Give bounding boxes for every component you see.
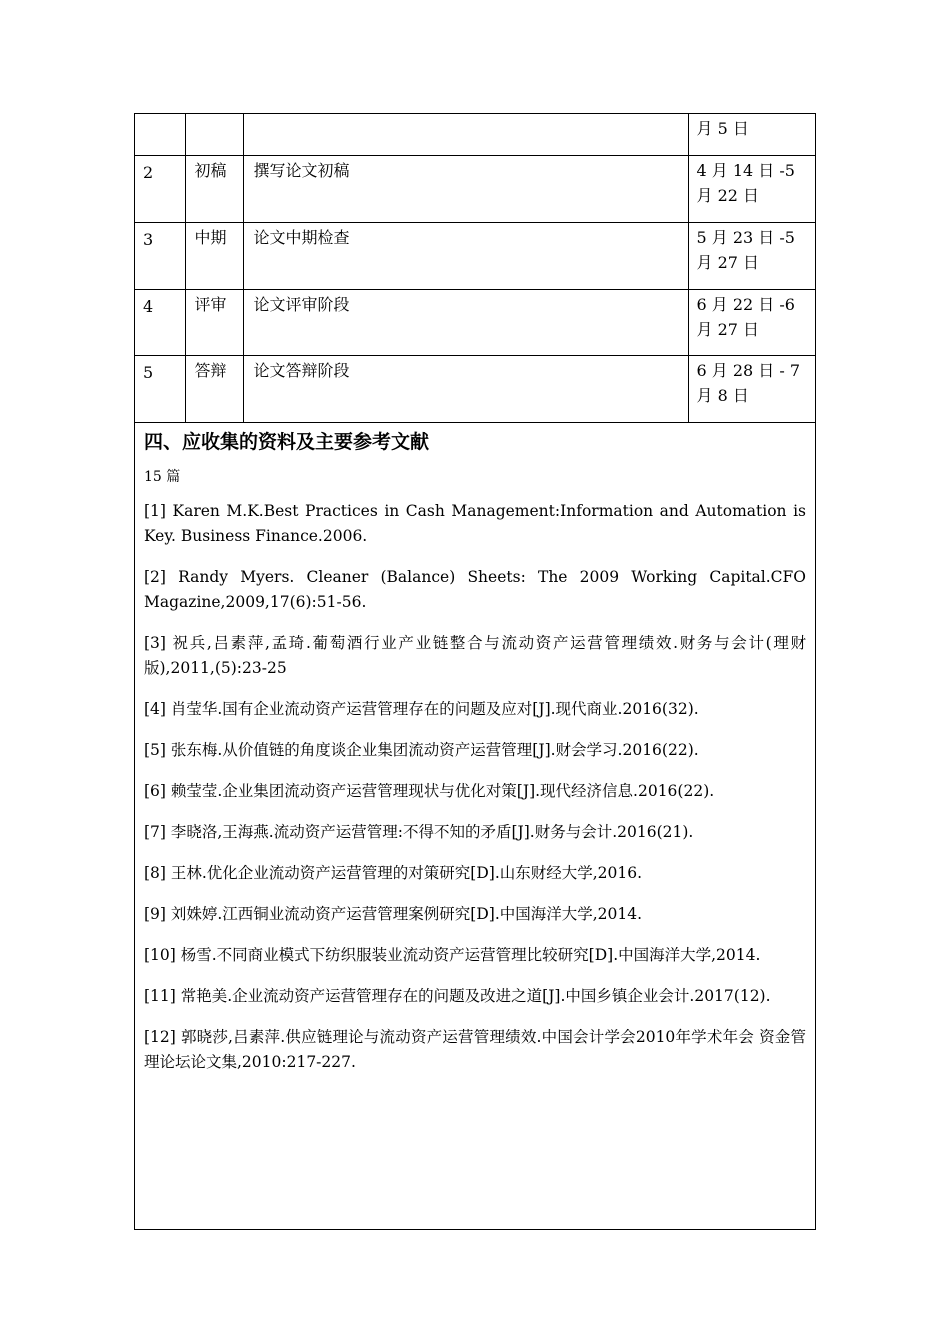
table-row bbox=[135, 289, 815, 355]
row-number: 4 bbox=[135, 289, 185, 355]
reference-item: [5] 张东梅.从价值链的角度谈企业集团流动资产运营管理[J].财会学习.2016(22). bbox=[144, 740, 699, 759]
section-title: 四、应收集的资料及主要参考文献 bbox=[144, 430, 430, 453]
table-row bbox=[135, 222, 815, 289]
row-number: 5 bbox=[135, 355, 185, 422]
row-phase: 中期 bbox=[185, 222, 243, 289]
row-task: 论文评审阶段 bbox=[243, 289, 688, 355]
reference-count: 15 篇 bbox=[144, 468, 181, 485]
row-phase: 答辩 bbox=[185, 355, 243, 422]
references-section bbox=[135, 423, 815, 1075]
row-time: 6 月 22 日 -6 月 27 日 bbox=[688, 289, 815, 355]
reference-item: [7] 李晓洛,王海燕.流动资产运营管理:不得不知的矛盾[J].财务与会计.2016(21). bbox=[144, 822, 694, 841]
row-task: 论文中期检查 bbox=[243, 222, 688, 289]
reference-item: [10] 杨雪.不同商业模式下纺织服装业流动资产运营管理比较研究[D].中国海洋大学,2014. bbox=[144, 945, 761, 964]
row-time: 4 月 14 日 -5 月 22 日 bbox=[688, 155, 815, 222]
schedule-table bbox=[135, 114, 815, 423]
row-phase bbox=[185, 114, 243, 155]
row-number bbox=[135, 114, 185, 155]
document-frame bbox=[134, 113, 816, 1230]
row-phase: 初稿 bbox=[185, 155, 243, 222]
reference-item: [11] 常艳美.企业流动资产运营管理存在的问题及改进之道[J].中国乡镇企业会计.2017(12). bbox=[144, 986, 771, 1005]
reference-item: [1] Karen M.K.Best Practices in Cash Management:Information and Automation is Key. Business Finance.2006. bbox=[144, 501, 806, 545]
row-number: 2 bbox=[135, 155, 185, 222]
reference-item: [8] 王林.优化企业流动资产运营管理的对策研究[D].山东财经大学,2016. bbox=[144, 863, 643, 882]
reference-item: [2] Randy Myers. Cleaner (Balance) Sheets: The 2009 Working Capital.CFO Magazine,2009,17(6):51-56. bbox=[144, 567, 806, 611]
row-task: 撰写论文初稿 bbox=[243, 155, 688, 222]
row-time: 5 月 23 日 -5 月 27 日 bbox=[688, 222, 815, 289]
reference-item: [3] 祝兵,吕素萍,孟琦.葡萄酒行业产业链整合与流动资产运营管理绩效.财务与会计(理财版),2011,(5):23-25 bbox=[144, 633, 806, 677]
row-time: 6 月 28 日 - 7 月 8 日 bbox=[688, 355, 815, 422]
reference-item: [4] 肖莹华.国有企业流动资产运营管理存在的问题及应对[J].现代商业.2016(32). bbox=[144, 699, 699, 718]
row-phase: 评审 bbox=[185, 289, 243, 355]
reference-item: [12] 郭晓莎,吕素萍.供应链理论与流动资产运营管理绩效.中国会计学会2010年学术年会 资金管理论坛论文集,2010:217-227. bbox=[144, 1027, 806, 1071]
table-row bbox=[135, 155, 815, 222]
row-number: 3 bbox=[135, 222, 185, 289]
reference-item: [9] 刘姝婷.江西铜业流动资产运营管理案例研究[D].中国海洋大学,2014. bbox=[144, 904, 643, 923]
row-time: 月 5 日 bbox=[688, 114, 815, 155]
reference-item: [6] 赖莹莹.企业集团流动资产运营管理现状与优化对策[J].现代经济信息.2016(22). bbox=[144, 781, 715, 800]
table-row bbox=[135, 114, 815, 155]
table-row bbox=[135, 355, 815, 422]
row-task bbox=[243, 114, 688, 155]
row-task: 论文答辩阶段 bbox=[243, 355, 688, 422]
